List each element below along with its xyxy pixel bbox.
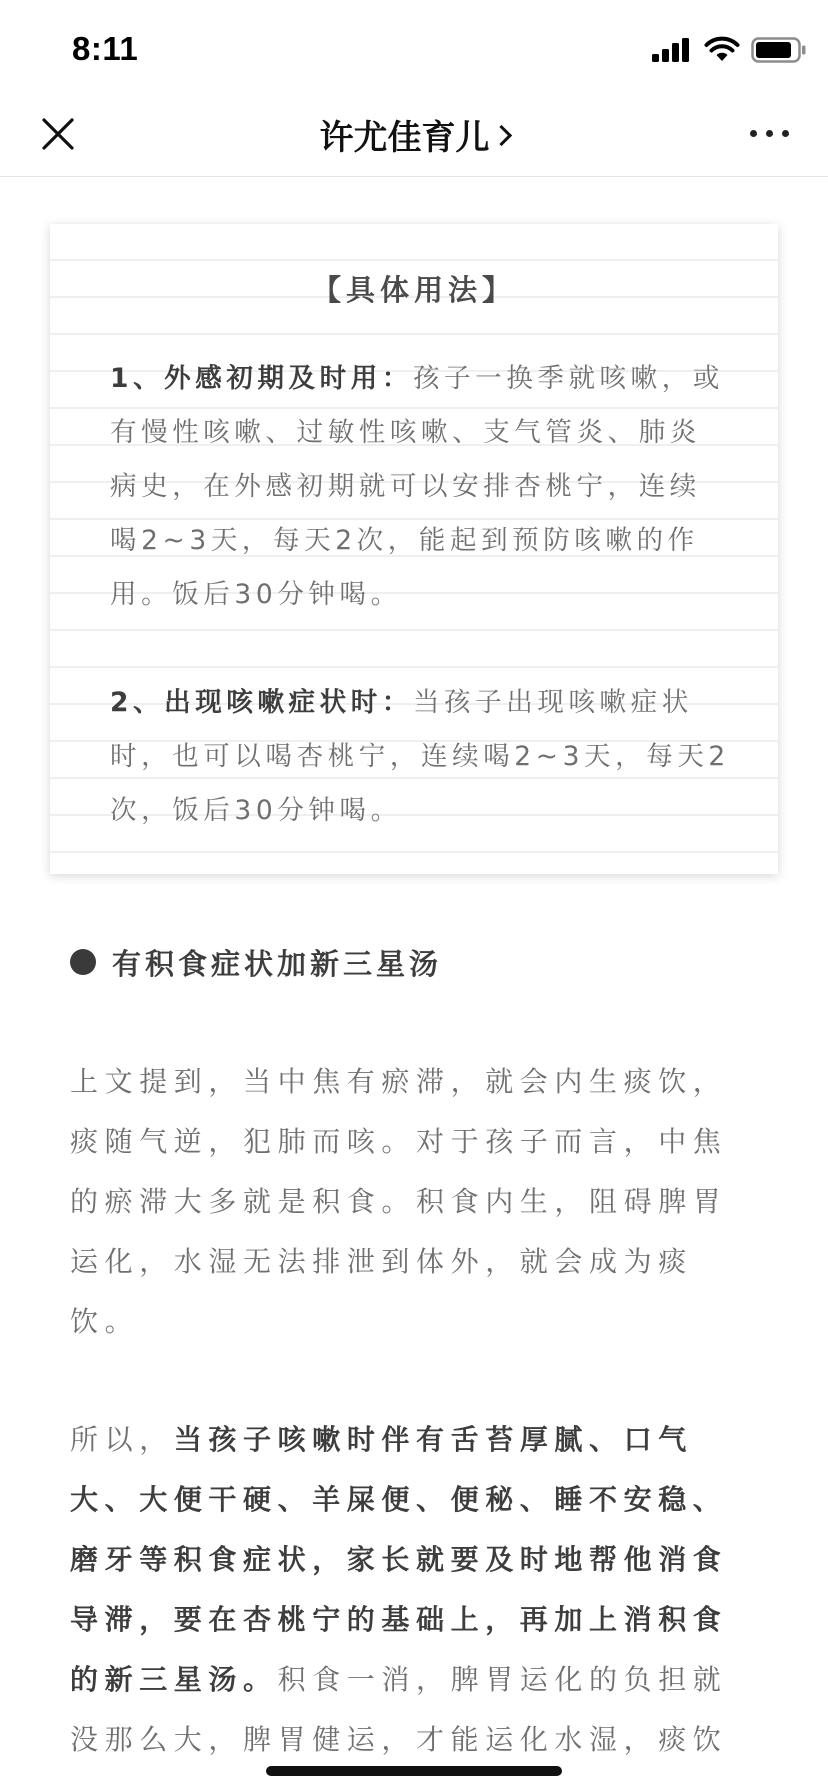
- status-icons: [628, 34, 828, 68]
- usage-item-2: [110, 676, 730, 838]
- card-title: 【具体用法】: [311, 273, 516, 307]
- article-paragraph-2-bold: 当孩子咳嗽时伴有舌苔厚腻、口气大、大便干硬、羊屎便、便秘、睡不安稳、磨牙等积食症状，家长就要及时地帮他消食导滞，要在杏桃宁的基础上，再加上消积食的新三星汤。: [70, 1423, 728, 1696]
- section-heading-text: 有积食症状加新三星汤: [112, 947, 443, 981]
- cellular-signal-icon: [652, 38, 690, 62]
- wifi-icon: [704, 36, 740, 62]
- usage-item-2-lead: 2、出现咳嗽症状时：: [110, 687, 413, 718]
- more-icon[interactable]: [750, 130, 790, 140]
- article-paragraph-2-lead: 所以，: [70, 1423, 174, 1456]
- usage-item-1: [110, 352, 730, 622]
- account-title: 许尤佳育儿: [319, 118, 490, 158]
- battery-icon: [751, 37, 807, 63]
- article-paragraph-2: [70, 1410, 760, 1770]
- status-bar: [0, 0, 828, 96]
- usage-item-1-lead: 1、外感初期及时用：: [110, 363, 413, 394]
- usage-card: [50, 224, 778, 874]
- nav-bar: [0, 96, 828, 177]
- account-title-link[interactable]: [0, 110, 828, 159]
- status-time: 8:11: [72, 30, 139, 67]
- usage-item-2-text: 当孩子出现咳嗽症状时，也可以喝杏桃宁，连续喝2~3天，每天2次，饭后30分钟喝。: [110, 687, 730, 826]
- chevron-right-icon: [490, 125, 511, 146]
- home-indicator[interactable]: [266, 1766, 562, 1776]
- bullet-dot-icon: [70, 949, 96, 975]
- usage-item-1-text: 孩子一换季就咳嗽，或有慢性咳嗽、过敏性咳嗽、支气管炎、肺炎病史，在外感初期就可以安排杏桃宁，连续喝2~3天，每天2次，能起到预防咳嗽的作用。饭后30分钟喝。: [110, 363, 724, 610]
- article-paragraph-1: 上文提到，当中焦有瘀滞，就会内生痰饮，痰随气逆，犯肺而咳。对于孩子而言，中焦的瘀滞大多就是积食。积食内生，阻碍脾胃运化，水湿无法排泄到体外，就会成为痰饮。: [70, 1065, 728, 1338]
- article-paragraph-2-text: 积食一消，脾胃运化的负担就没那么大，脾胃健运，才能运化水湿，痰饮: [70, 1663, 728, 1756]
